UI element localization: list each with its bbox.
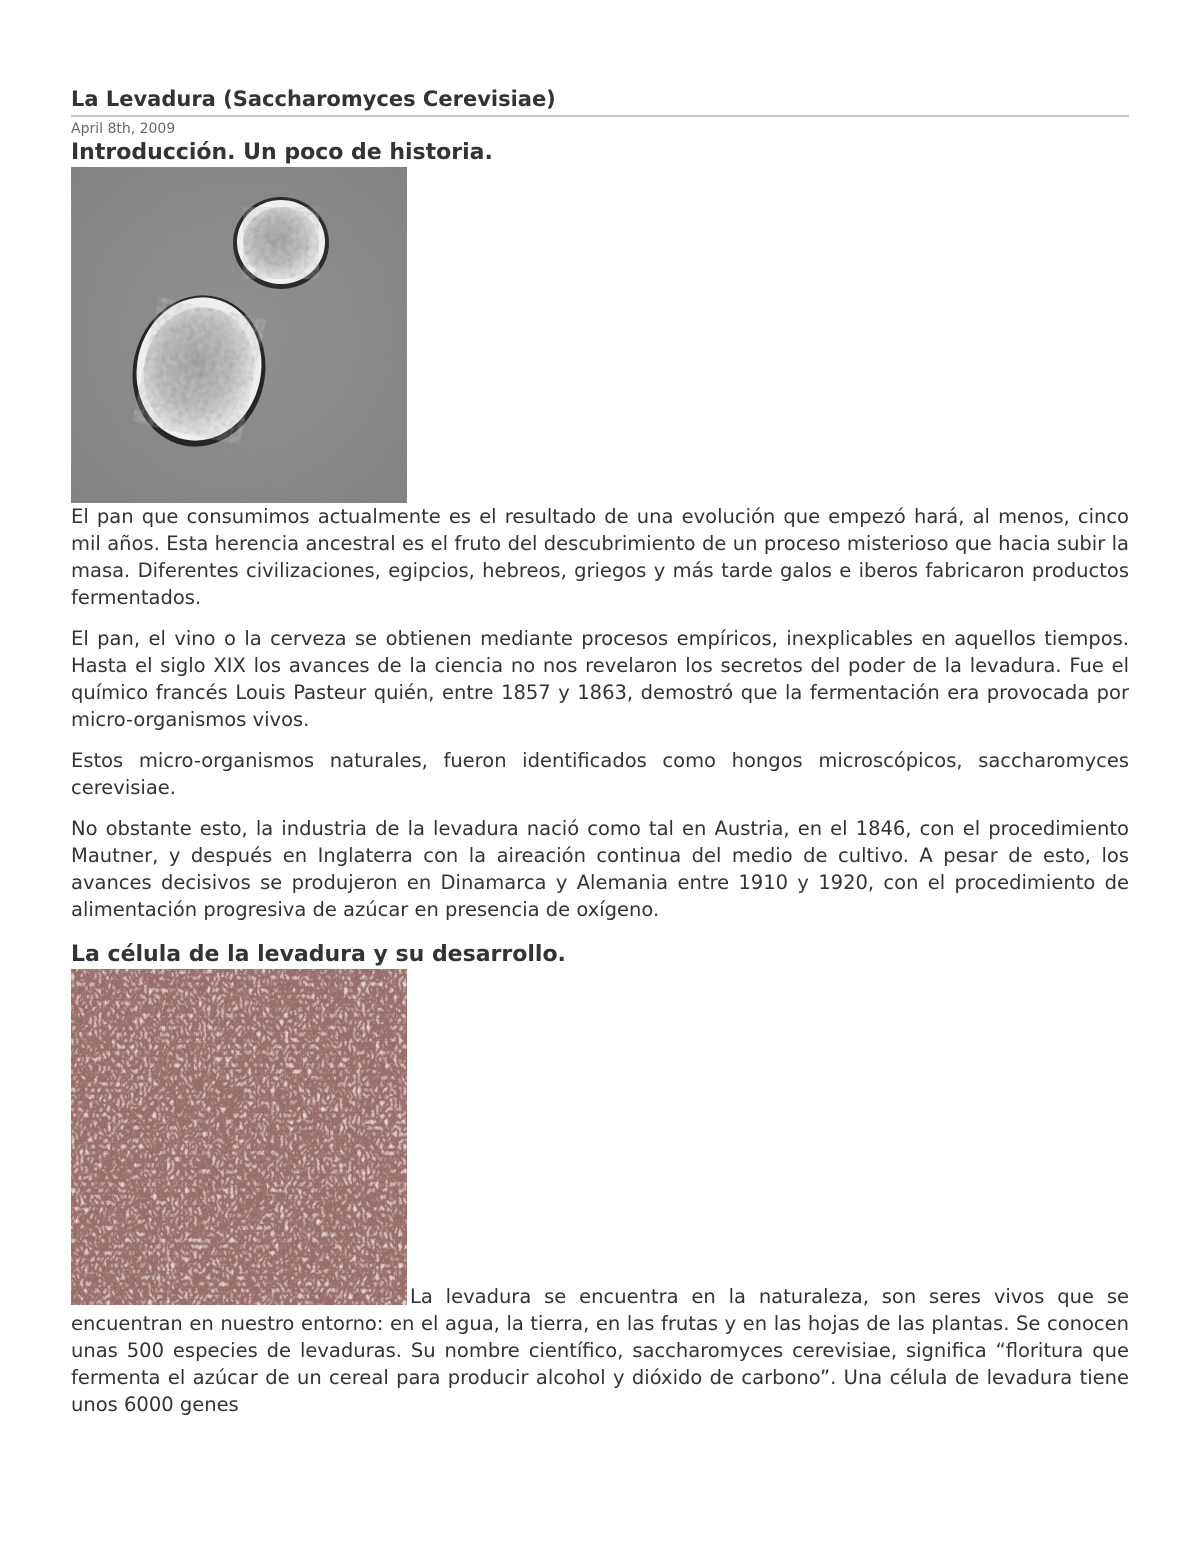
paragraph-4: No obstante esto, la industria de la levadura nació como tal en Austria, en el 1846, con el procedimiento Mautner, y después en Inglaterra con la aireación continua del medio de cultivo. A pesar de esto, los avances decisivos se produjeron en Dinamarca y Alemania entre 1910 y 1920, con el procedimiento de alimentación progresiva de azúcar en presencia de oxígeno.: [71, 817, 1129, 921]
document-page: [71, 84, 1129, 1418]
yeast-cells-microscope-image: [71, 167, 407, 503]
paragraph-3: Estos micro-organismos naturales, fueron identificados como hongos microscópicos, saccharomyces cerevisiae.: [71, 749, 1129, 799]
section-heading-intro: Introducción. Un poco de historia.: [71, 140, 493, 165]
post-title[interactable]: La Levadura (Saccharomyces Cerevisiae): [71, 84, 1129, 117]
post-date: April 8th, 2009: [71, 121, 176, 137]
section-heading-cell: La célula de la levadura y su desarrollo.: [71, 942, 566, 967]
paragraph-2: El pan, el vino o la cerveza se obtienen mediante procesos empíricos, inexplicables en aquellos tiempos. Hasta el siglo XIX los avances de la ciencia no nos revelaron los secretos del poder de la levadura. Fue el químico francés Louis Pasteur quién, entre 1857 y 1863, demostró que la fermentación era provocada por micro-organismos vivos.: [71, 627, 1129, 731]
paragraph-5: La levadura se encuentra en la naturaleza, son seres vivos que se encuentran en nuestro entorno: en el agua, la tierra, en las frutas y en las hojas de las plantas. Se conocen unas 500 especies de levaduras. Su nombre científico, saccharomyces cerevisiae, significa “floritura que fermenta el azúcar de un cereal para producir alcohol y dióxido de carbono”. Una célula de levadura tiene unos 6000 genes: [71, 1285, 1129, 1416]
paragraph-1: El pan que consumimos actualmente es el resultado de una evolución que empezó hará, al menos, cinco mil años. Esta herencia ancestral es el fruto del descubrimiento de un proceso misterioso que hacia subir la masa. Diferentes civilizaciones, egipcios, hebreos, griegos y más tarde galos e iberos fabricaron productos fermentados.: [71, 505, 1129, 609]
dry-yeast-granules-image: [71, 969, 407, 1305]
